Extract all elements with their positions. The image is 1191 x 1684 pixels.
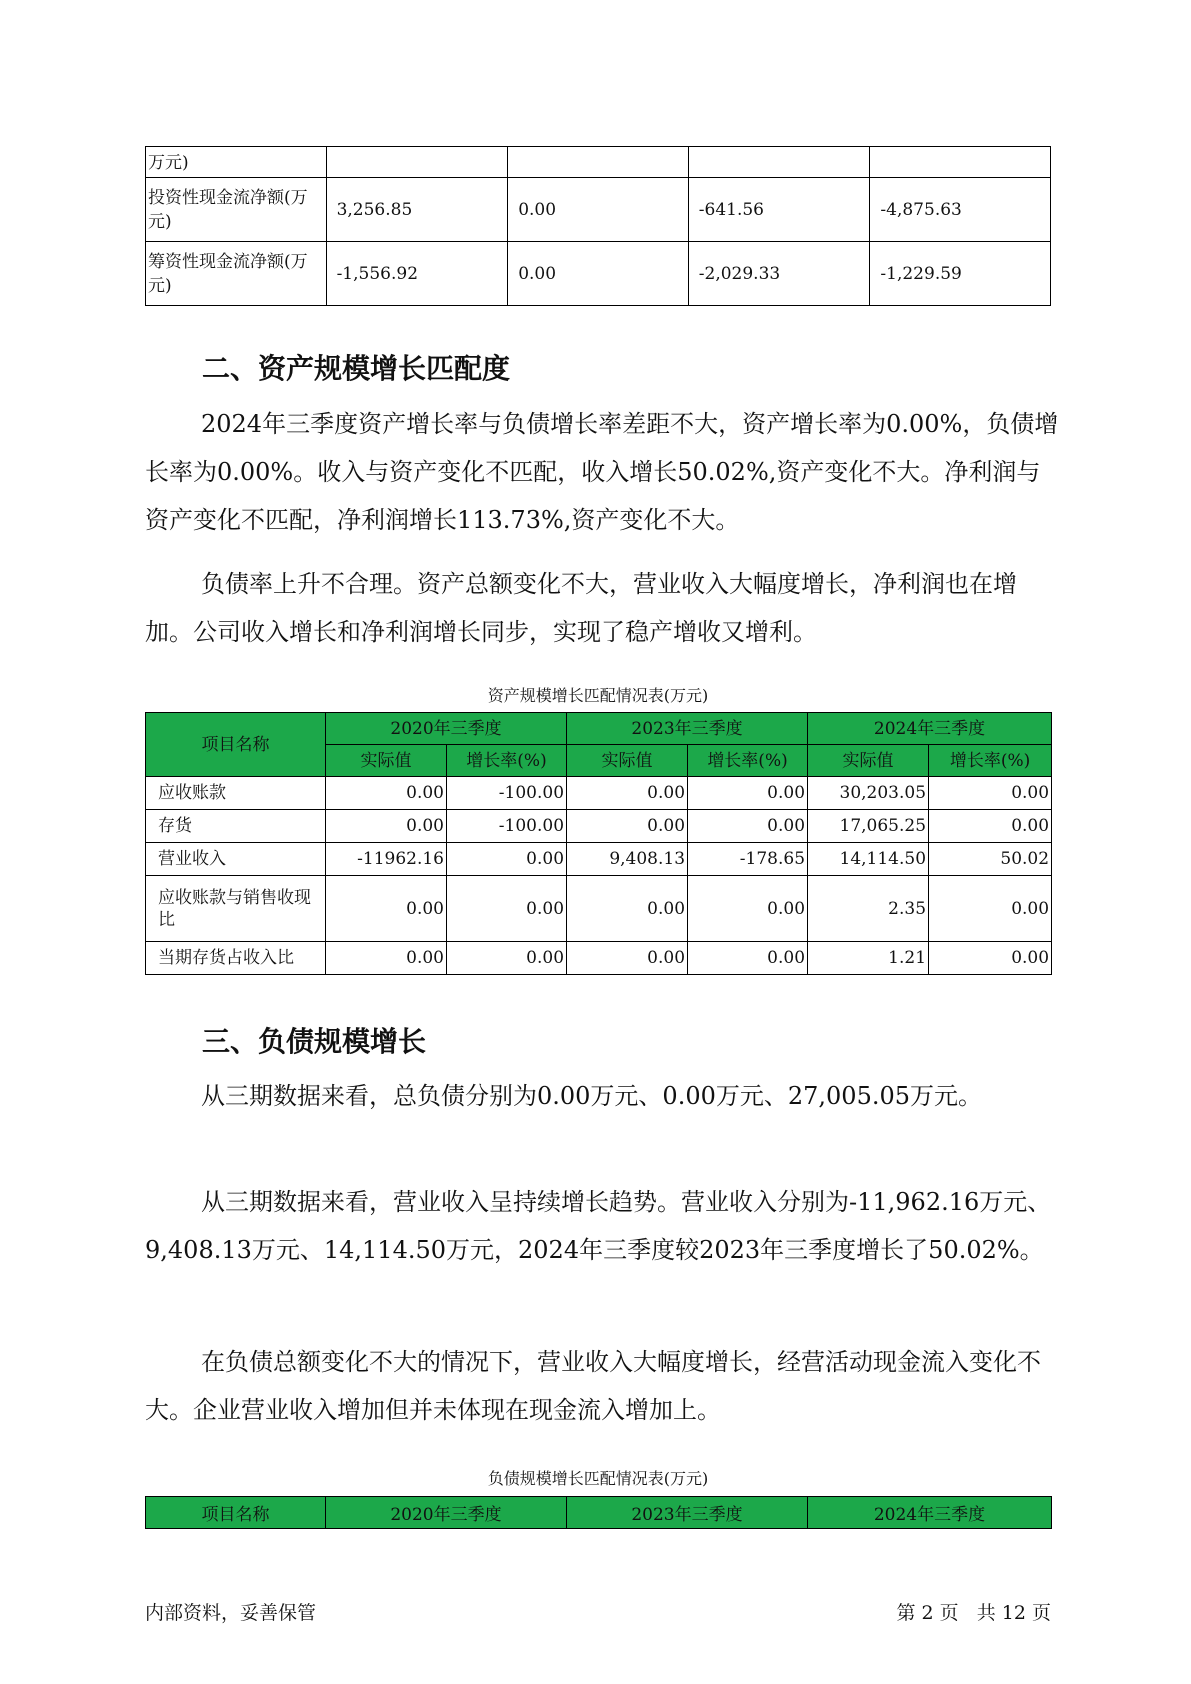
table-cell: 0.00 [447, 876, 567, 942]
page-number: 第 2 页 共 12 页 [896, 1602, 1051, 1624]
table-cell: 0.00 [567, 942, 688, 975]
table-cell: 0.00 [929, 777, 1052, 810]
table-row [146, 843, 1052, 876]
paragraph: 2024年三季度资产增长率与负债增长率差距不大，资产增长率为0.00%，负债增长率为0.00%。收入与资产变化不匹配，收入增长50.02%,资产变化不大。净利润与资产变化不匹配，净利润增长113.73%,资产变化不大。 [145, 410, 1059, 534]
column-header: 增长率(%) [929, 745, 1052, 777]
table-cell: 0.00 [326, 942, 447, 975]
table-cell-label: 投资性现金流净额(万元) [146, 178, 327, 242]
paragraph: 从三期数据来看，总负债分别为0.00万元、0.00万元、27,005.05万元。 [201, 1082, 983, 1110]
table-cell: 0.00 [688, 876, 808, 942]
column-header: 实际值 [567, 745, 688, 777]
column-header: 2024年三季度 [808, 1497, 1052, 1529]
table-row [146, 777, 1052, 810]
table-cell: 0.00 [567, 777, 688, 810]
table-cell: 0.00 [326, 810, 447, 843]
paragraph: 从三期数据来看，营业收入呈持续增长趋势。营业收入分别为-11,962.16万元、9,408.13万元、14,114.50万元，2024年三季度较2023年三季度增长了50.02%。 [145, 1188, 1052, 1264]
table-cell: 14,114.50 [808, 843, 929, 876]
table-row [146, 810, 1052, 843]
table-cell: -178.65 [688, 843, 808, 876]
row-label: 当期存货占收入比 [146, 942, 326, 975]
table-cell: -2,029.33 [688, 242, 870, 306]
liability-growth-table [145, 1496, 1052, 1529]
table-header-row [146, 713, 1052, 745]
table-row [146, 178, 1051, 242]
table-row [146, 942, 1052, 975]
column-header: 2023年三季度 [567, 713, 808, 745]
table-cell: 1.21 [808, 942, 929, 975]
column-header: 实际值 [808, 745, 929, 777]
table-cell: 0.00 [567, 876, 688, 942]
table-row [146, 242, 1051, 306]
column-header: 增长率(%) [447, 745, 567, 777]
table-cell: 0.00 [929, 876, 1052, 942]
column-header: 2024年三季度 [808, 713, 1052, 745]
row-label: 存货 [146, 810, 326, 843]
table-cell: 0.00 [326, 876, 447, 942]
table-cell: 0.00 [567, 810, 688, 843]
paragraph: 在负债总额变化不大的情况下，营业收入大幅度增长，经营活动现金流入变化不大。企业营业收入增加但并未体现在现金流入增加上。 [145, 1348, 1041, 1424]
table-cell: 0.00 [326, 777, 447, 810]
table-cell: 0.00 [447, 843, 567, 876]
table-cell: -100.00 [447, 810, 567, 843]
table-cell: -1,229.59 [870, 242, 1051, 306]
column-header: 实际值 [326, 745, 447, 777]
table-cell: -11962.16 [326, 843, 447, 876]
table-cell: 2.35 [808, 876, 929, 942]
column-header: 增长率(%) [688, 745, 808, 777]
column-header: 项目名称 [146, 713, 326, 777]
table-cell: 17,065.25 [808, 810, 929, 843]
table-cell: 0.00 [508, 178, 689, 242]
table-cell-label: 万元) [146, 147, 327, 178]
table-row [146, 147, 1051, 178]
column-header: 项目名称 [146, 1497, 326, 1529]
table-row [146, 876, 1052, 942]
table-cell: -4,875.63 [870, 178, 1051, 242]
column-header: 2023年三季度 [567, 1497, 808, 1529]
table-caption: 负债规模增长匹配情况表(万元) [487, 1469, 709, 1488]
table-cell: 0.00 [929, 810, 1052, 843]
table-cell: 9,408.13 [567, 843, 688, 876]
table-cell: 50.02 [929, 843, 1052, 876]
footer-note: 内部资料，妥善保管 [145, 1602, 317, 1624]
table-cell: 3,256.85 [326, 178, 508, 242]
table-cell: -641.56 [688, 178, 870, 242]
table-cell: 0.00 [688, 810, 808, 843]
section-heading: 三、负债规模增长 [202, 1025, 427, 1058]
column-header: 2020年三季度 [326, 1497, 567, 1529]
row-label: 应收账款与销售收现比 [146, 876, 326, 942]
table-cell: 0.00 [508, 242, 689, 306]
section-heading: 二、资产规模增长匹配度 [202, 352, 511, 385]
column-header: 2020年三季度 [326, 713, 567, 745]
table-cell: -100.00 [447, 777, 567, 810]
table-caption: 资产规模增长匹配情况表(万元) [487, 686, 709, 705]
table-cell: 30,203.05 [808, 777, 929, 810]
table-cell: 0.00 [688, 777, 808, 810]
cashflow-table [145, 146, 1051, 306]
paragraph: 负债率上升不合理。资产总额变化不大，营业收入大幅度增长，净利润也在增加。公司收入增长和净利润增长同步，实现了稳产增收又增利。 [145, 570, 1017, 646]
table-cell: 0.00 [447, 942, 567, 975]
table-header-row [146, 1497, 1052, 1529]
asset-growth-table [145, 712, 1052, 975]
row-label: 应收账款 [146, 777, 326, 810]
table-cell: -1,556.92 [326, 242, 508, 306]
table-cell-label: 筹资性现金流净额(万元) [146, 242, 327, 306]
table-cell: 0.00 [688, 942, 808, 975]
row-label: 营业收入 [146, 843, 326, 876]
table-cell: 0.00 [929, 942, 1052, 975]
